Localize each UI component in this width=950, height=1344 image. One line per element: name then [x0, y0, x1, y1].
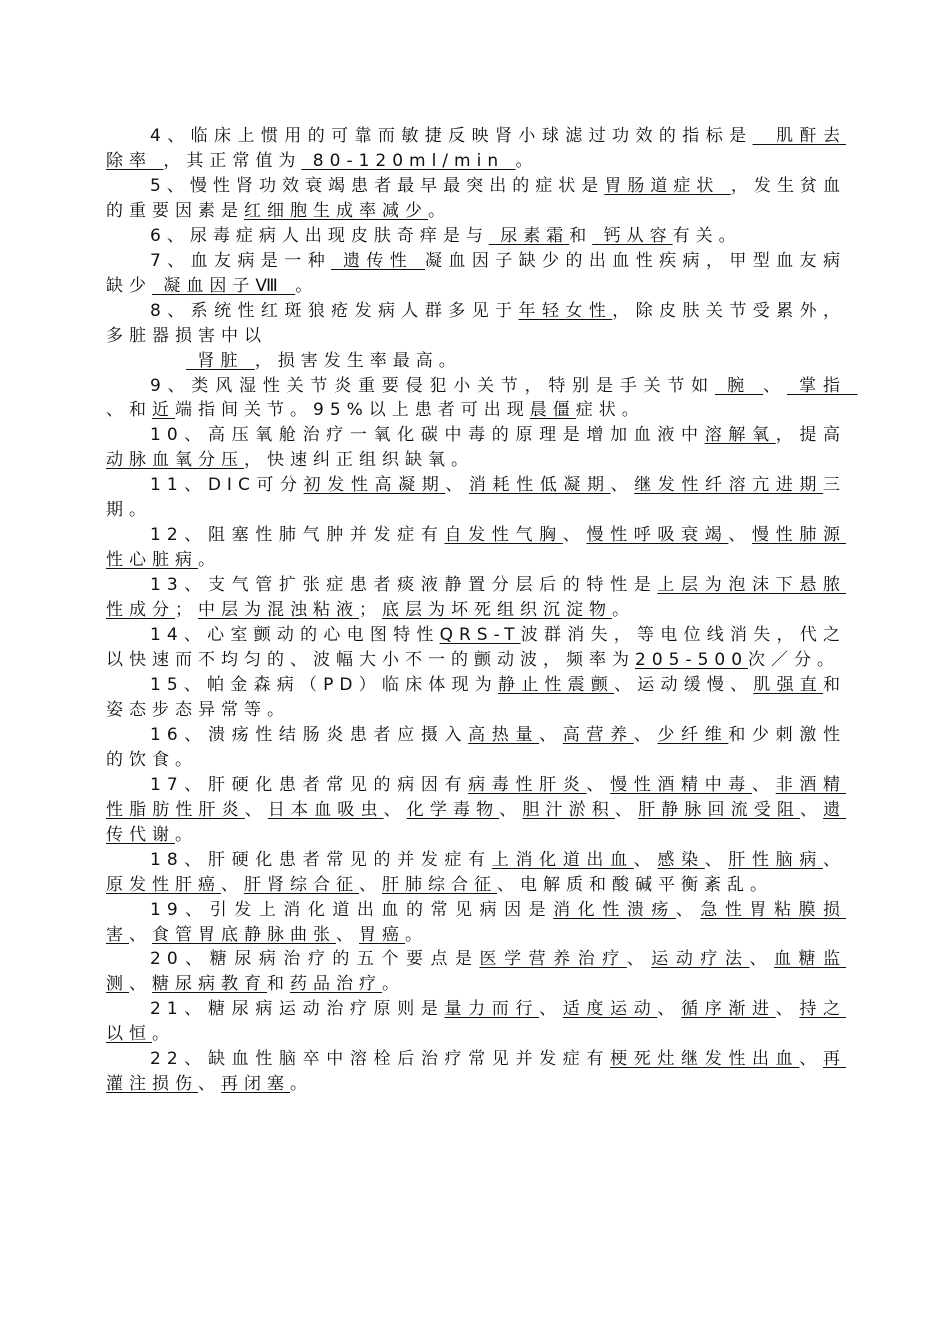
- answer-blank: 血糖监测: [106, 949, 847, 995]
- question-text: 、: [359, 874, 382, 895]
- answer-blank: 肝性脑病: [728, 849, 823, 870]
- question-text: 9、类风湿性关节炎重要侵犯小关节，特别是手关节如: [150, 375, 715, 396]
- question-item: [106, 773, 846, 848]
- question-text: 、: [586, 774, 611, 795]
- question-item: [106, 473, 846, 523]
- answer-blank: 非酒精性脂肪性肝炎: [106, 774, 846, 820]
- answer-blank: 慢性肺源性心脏病: [106, 525, 846, 571]
- answer-blank: 医学营养治疗: [479, 949, 627, 970]
- answer-blank: 高热量: [468, 724, 540, 745]
- question-item: [106, 947, 846, 997]
- question-text: 有关。: [672, 225, 742, 246]
- question-item: [106, 124, 846, 174]
- answer-blank: 溶解氧: [704, 425, 776, 446]
- question-text: 次／分。: [748, 650, 841, 671]
- answer-blank: 量力而行: [444, 999, 540, 1020]
- question-text: 。: [405, 924, 428, 945]
- question-item: [106, 174, 846, 224]
- answer-blank: 掌指: [786, 375, 858, 396]
- question-text: 、: [244, 799, 268, 820]
- question-text: 、: [763, 375, 787, 396]
- answer-blank: 药品治疗: [290, 974, 382, 995]
- answer-blank: 80-120ml/min: [301, 150, 516, 171]
- answer-blank: 消耗性低凝期: [468, 475, 611, 496]
- question-text: 、和: [106, 400, 152, 421]
- answer-blank: 晨僵: [529, 400, 576, 421]
- question-text: 。: [428, 200, 451, 221]
- question-text: 21、糖尿病运动治疗原则是: [150, 999, 445, 1020]
- answer-blank: 初发性高凝期: [303, 475, 446, 496]
- answer-blank: 肌强直: [753, 674, 824, 695]
- question-text: 15、帕金森病（PD）临床体现为: [150, 674, 498, 695]
- answer-blank: 继发性纤溶亢进期: [634, 475, 824, 496]
- question-item: [106, 249, 846, 299]
- question-text: 7、血友病是一种: [150, 250, 332, 271]
- question-text: 、: [539, 724, 563, 745]
- question-text: 4、临床上惯用的可靠而敏捷反映肾小球滤过功效的指标是: [150, 126, 753, 146]
- question-text: 和姿态步态异常等。: [106, 674, 847, 720]
- answer-blank: 急性胃粘膜损害: [106, 899, 847, 945]
- answer-blank: 静止性震颤: [497, 674, 615, 695]
- answer-blank: 日本血吸虫: [267, 799, 384, 820]
- answer-blank: 凝血因子Ⅷ: [152, 275, 296, 296]
- question-text: 、: [539, 999, 563, 1020]
- question-text: ，除皮肤关节受累外，多脏器损害中以: [106, 300, 846, 346]
- question-text: 。: [152, 1024, 175, 1045]
- question-text: 5、慢性肾功效衰竭患者最早最突出的症状是: [150, 175, 605, 196]
- question-text: 、: [198, 1074, 221, 1095]
- question-item: [106, 1047, 846, 1097]
- answer-blank: 年轻女性: [518, 300, 613, 321]
- question-text: 凝血因子缺少的出血性疾病，甲型血友病缺少: [106, 250, 847, 296]
- question-item: [106, 623, 846, 673]
- question-text: 、: [728, 525, 753, 546]
- question-text: 。: [515, 150, 539, 171]
- question-text: 和少刺激性的饮食。: [106, 724, 846, 770]
- answer-blank: 循序渐进: [681, 999, 776, 1020]
- question-text: 、: [799, 1049, 823, 1070]
- question-text: 8、系统性红斑狼疮发病人群多见于: [150, 300, 519, 321]
- answer-blank: 慢性酒精中毒: [610, 774, 753, 795]
- answer-blank: 上消化道出血: [491, 849, 634, 870]
- question-item: [106, 723, 846, 773]
- question-text: 。: [198, 550, 221, 571]
- answer-blank: 持之以恒: [106, 999, 846, 1045]
- answer-blank: 动脉血氧分压: [106, 450, 244, 471]
- question-text: ，提高: [775, 425, 846, 446]
- question-item: [106, 898, 846, 948]
- answer-blank: 原发性肝癌: [106, 874, 221, 895]
- question-text: ；: [359, 600, 382, 621]
- answer-blank: 钙从容: [592, 225, 673, 246]
- answer-blank: 再闭塞: [221, 1074, 290, 1095]
- question-text: 、: [445, 475, 469, 496]
- answer-blank: 遗传代谢: [106, 799, 847, 845]
- question-text: 、: [775, 999, 800, 1020]
- question-text: 。: [295, 275, 319, 296]
- question-text: 17、肝硬化患者常见的病因有: [150, 774, 469, 795]
- question-item: [106, 523, 846, 573]
- question-text: 19、引发上消化道出血的常见病因是: [150, 899, 554, 920]
- question-list: [106, 124, 858, 1097]
- question-text: 症状。: [575, 400, 645, 421]
- question-text: 12、阻塞性肺气肿并发症有: [150, 525, 445, 546]
- answer-blank: 腕: [714, 375, 764, 396]
- answer-blank: 自发性气胸: [444, 525, 563, 546]
- question-text: 、: [704, 849, 729, 870]
- question-text: 14、心室颤动的心电图特性: [150, 625, 440, 646]
- question-text: ，快速纠正组织缺氧。: [244, 450, 474, 471]
- answer-blank: 少纤维: [657, 724, 729, 745]
- answer-blank: 食管胃底静脉曲张: [152, 924, 336, 945]
- question-text: 。: [290, 1074, 313, 1095]
- question-text: 、: [562, 525, 587, 546]
- answer-blank: 遗传性: [331, 250, 425, 271]
- answer-blank: 消化性溃疡: [553, 899, 676, 920]
- question-item: [106, 299, 846, 349]
- question-text: 、: [657, 999, 682, 1020]
- question-text: 11、DIC可分: [150, 475, 304, 496]
- question-text: ，其正常值为: [163, 150, 302, 171]
- answer-blank: 近: [152, 400, 175, 421]
- question-item: [106, 224, 846, 249]
- question-text: 、: [610, 475, 635, 496]
- question-text: 、: [626, 949, 652, 970]
- answer-blank: 高营养: [562, 724, 634, 745]
- question-text: 20、糖尿病治疗的五个要点是: [150, 949, 480, 970]
- question-text: 和: [569, 225, 593, 246]
- answer-blank: 肝肺综合征: [382, 874, 497, 895]
- answer-blank: 肌酐去除率: [106, 126, 846, 171]
- question-text: 13、支气管扩张症患者痰液静置分层后的特性是: [150, 575, 658, 596]
- question-text: 16、溃疡性结肠炎患者应摄入: [150, 724, 469, 745]
- question-text: 、: [633, 849, 658, 870]
- answer-blank: 糖尿病教育: [152, 974, 267, 995]
- question-text: 22、缺血性脑卒中溶栓后治疗常见并发症有: [150, 1049, 611, 1070]
- question-text: 波群消失，等电位线消失，代之以快速而不均匀的、波幅大小不一的颤动波，频率为: [106, 625, 846, 671]
- question-text: 、运动缓慢、: [614, 674, 754, 695]
- question-text: 、: [383, 799, 407, 820]
- answer-blank: 胃癌: [359, 924, 405, 945]
- answer-blank: 运动疗法: [651, 949, 750, 970]
- question-text: 和: [267, 974, 290, 995]
- answer-blank: 肝静脉回流受阻: [638, 799, 800, 820]
- question-text: 、: [221, 874, 244, 895]
- question-text: 、: [129, 974, 152, 995]
- answer-blank: 底层为坏死组织沉淀物: [382, 600, 612, 621]
- answer-blank: 肾脏: [186, 350, 255, 371]
- question-item: [106, 848, 846, 898]
- question-text: 端指间关节。95%以上患者可出现: [175, 400, 530, 421]
- question-item: [106, 374, 858, 424]
- question-text: 、: [499, 799, 523, 820]
- question-item: [106, 673, 846, 723]
- question-text: ，损害发生率最高。: [254, 350, 462, 371]
- question-text: 、: [749, 949, 774, 970]
- answer-blank: 尿素霜: [488, 225, 570, 246]
- answer-blank: QRS-T: [439, 625, 521, 646]
- question-text: 10、高压氧舱治疗一氧化碳中毒的原理是增加血液中: [150, 425, 705, 446]
- answer-blank: 胃肠道症状: [604, 175, 731, 196]
- question-text: 、: [675, 899, 701, 920]
- question-text: ，发生贫血的重要因素是: [106, 175, 846, 221]
- answer-blank: 梗死灶继发性出血: [610, 1049, 800, 1070]
- question-text: 、: [633, 724, 658, 745]
- answer-blank: 红细胞生成率减少: [244, 200, 428, 221]
- question-text: 、: [823, 849, 846, 870]
- question-text: 、: [614, 799, 639, 820]
- answer-blank: 肝肾综合征: [244, 874, 359, 895]
- answer-blank: 205-500: [635, 650, 749, 671]
- question-text: ；: [175, 600, 198, 621]
- question-text: 、: [752, 774, 776, 795]
- question-text: 、电解质和酸碱平衡紊乱。: [497, 874, 773, 895]
- question-item: [106, 423, 846, 473]
- question-text: 、: [336, 924, 359, 945]
- answer-blank: 病毒性肝炎: [468, 774, 587, 795]
- question-text: 、: [799, 799, 824, 820]
- answer-blank: 胆汁淤积: [522, 799, 615, 820]
- question-text: 。: [175, 824, 198, 845]
- answer-blank: 上层为泡沫下悬脓性成分: [106, 575, 846, 621]
- question-text: 三期。: [106, 475, 847, 521]
- question-text: 18、肝硬化患者常见的并发症有: [150, 849, 492, 870]
- question-continuation: [106, 349, 846, 374]
- answer-blank: 化学毒物: [406, 799, 500, 820]
- question-text: 、: [129, 924, 152, 945]
- question-text: 6、尿毒症病人出现皮肤奇痒是与: [150, 225, 489, 246]
- question-text: 。: [382, 974, 405, 995]
- answer-blank: 中层为混浊粘液: [198, 600, 359, 621]
- answer-blank: 感染: [657, 849, 705, 870]
- question-text: 。: [612, 600, 635, 621]
- question-item: [106, 573, 846, 623]
- answer-blank: 适度运动: [562, 999, 658, 1020]
- answer-blank: 慢性呼吸衰竭: [586, 525, 729, 546]
- answer-blank: 再灌注损伤: [106, 1049, 846, 1095]
- question-item: [106, 997, 846, 1047]
